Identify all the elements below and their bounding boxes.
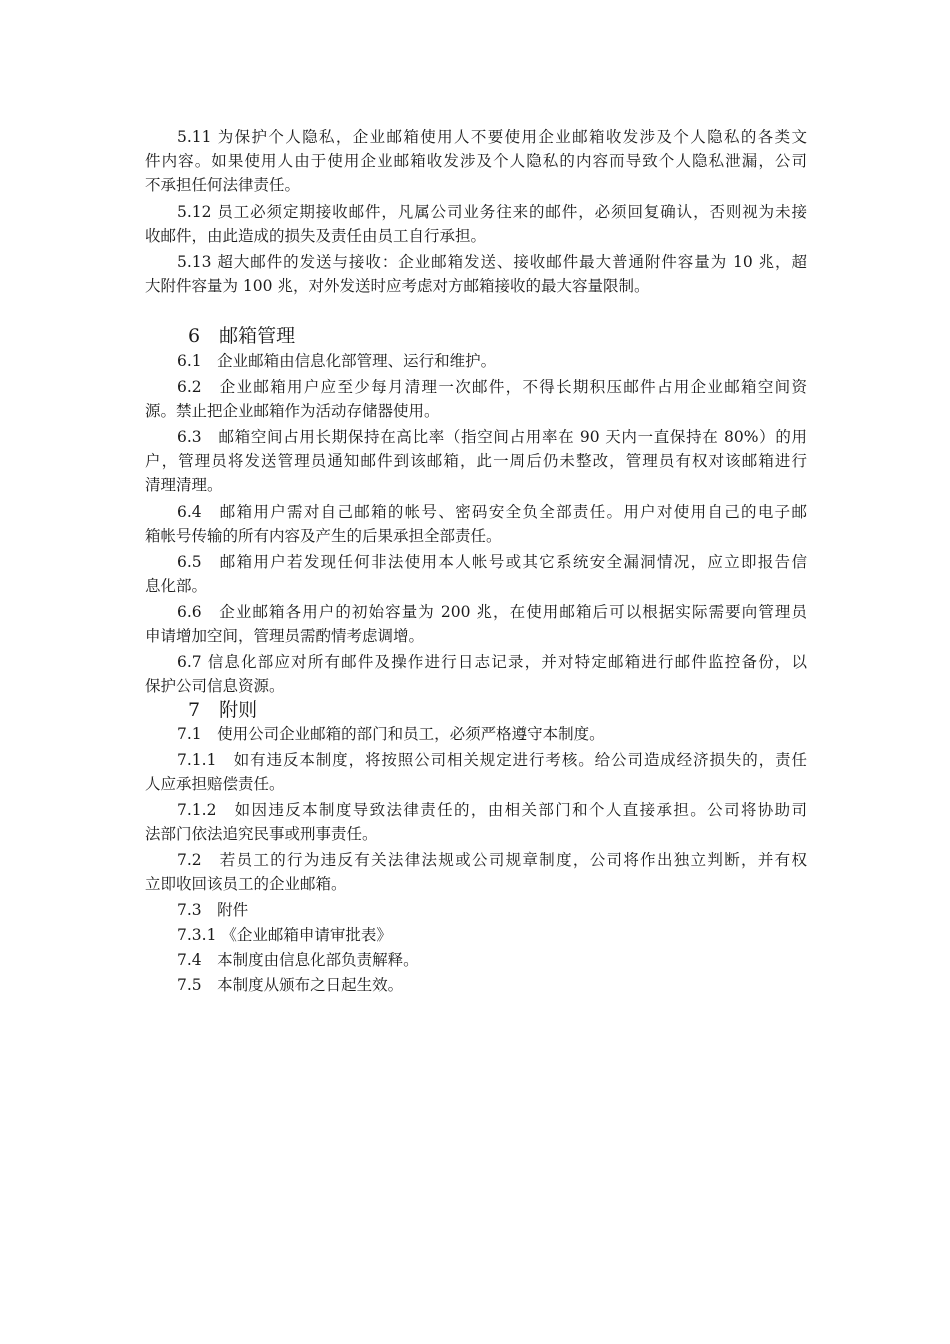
paragraph-5-13-line-1: 5.13 超大邮件的发送与接收：企业邮箱发送、接收邮件最大普通附件容量为 10 兆，超 [177, 253, 807, 271]
paragraph-7-3-1-line-1: 7.3.1 《企业邮箱申请审批表》 [177, 926, 392, 944]
paragraph-6-2-line-1: 6.2 企业邮箱用户应至少每月清理一次邮件，不得长期积压邮件占用企业邮箱空间资 [177, 378, 807, 396]
paragraph-5-11-line-2: 件内容。如果使用人由于使用企业邮箱收发涉及个人隐私的内容而导致个人隐私泄漏，公司 [145, 152, 807, 170]
paragraph-7-1-1-line-2: 人应承担赔偿责任。 [145, 775, 285, 793]
paragraph-6-5-line-2: 息化部。 [145, 577, 208, 595]
paragraph-6-4-line-2: 箱帐号传输的所有内容及产生的后果承担全部责任。 [145, 527, 502, 545]
paragraph-6-7-line-2: 保护公司信息资源。 [145, 677, 285, 695]
paragraph-7-1-1-line-1: 7.1.1 如有违反本制度，将按照公司相关规定进行考核。给公司造成经济损失的，责任 [177, 751, 807, 769]
paragraph-6-5-line-1: 6.5 邮箱用户若发现任何非法使用本人帐号或其它系统安全漏洞情况，应立即报告信 [177, 553, 807, 571]
paragraph-7-1-2-line-2: 法部门依法追究民事或刑事责任。 [145, 825, 378, 843]
paragraph-6-3-line-1: 6.3 邮箱空间占用长期保持在高比率（指空间占用率在 90 天内一直保持在 80%）的用 [177, 428, 807, 446]
paragraph-5-12-line-2: 收邮件，由此造成的损失及责任由员工自行承担。 [145, 227, 487, 245]
paragraph-6-3-line-2: 户，管理员将发送管理员通知邮件到该邮箱，此一周后仍未整改，管理员有权对该邮箱进行 [145, 452, 807, 470]
paragraph-5-11-line-1: 5.11 为保护个人隐私，企业邮箱使用人不要使用企业邮箱收发涉及个人隐私的各类文 [177, 128, 807, 146]
paragraph-6-1-line-1: 6.1 企业邮箱由信息化部管理、运行和维护。 [177, 352, 497, 370]
paragraph-5-11-line-3: 不承担任何法律责任。 [145, 176, 301, 194]
paragraph-7-2-line-2: 立即收回该员工的企业邮箱。 [145, 875, 347, 893]
paragraph-7-5-line-1: 7.5 本制度从颁布之日起生效。 [177, 976, 404, 994]
paragraph-6-2-line-2: 源。禁止把企业邮箱作为活动存储器使用。 [145, 402, 440, 420]
paragraph-7-3-line-1: 7.3 附件 [177, 901, 249, 919]
paragraph-5-12-line-1: 5.12 员工必须定期接收邮件，凡属公司业务往来的邮件，必须回复确认，否则视为未接 [177, 203, 807, 221]
paragraph-5-13-line-2: 大附件容量为 100 兆，对外发送时应考虑对方邮箱接收的最大容量限制。 [145, 277, 650, 295]
paragraph-7-2-line-1: 7.2 若员工的行为违反有关法律法规或公司规章制度，公司将作出独立判断，并有权 [177, 851, 807, 869]
section-7-heading: 7 附则 [188, 699, 258, 721]
paragraph-7-1-2-line-1: 7.1.2 如因违反本制度导致法律责任的，由相关部门和个人直接承担。公司将协助司 [177, 801, 807, 819]
paragraph-6-6-line-1: 6.6 企业邮箱各用户的初始容量为 200 兆，在使用邮箱后可以根据实际需要向管理员 [177, 603, 807, 621]
paragraph-6-4-line-1: 6.4 邮箱用户需对自己邮箱的帐号、密码安全负全部责任。用户对使用自己的电子邮 [177, 503, 807, 521]
paragraph-6-6-line-2: 申请增加空间，管理员需酌情考虑调增。 [145, 627, 425, 645]
paragraph-7-4-line-1: 7.4 本制度由信息化部负责解释。 [177, 951, 419, 969]
paragraph-6-7-line-1: 6.7 信息化部应对所有邮件及操作进行日志记录，并对特定邮箱进行邮件监控备份，以 [177, 653, 807, 671]
paragraph-7-1-line-1: 7.1 使用公司企业邮箱的部门和员工，必须严格遵守本制度。 [177, 725, 605, 743]
section-6-heading: 6 邮箱管理 [188, 325, 296, 347]
paragraph-6-3-line-3: 清理清理。 [145, 476, 223, 494]
